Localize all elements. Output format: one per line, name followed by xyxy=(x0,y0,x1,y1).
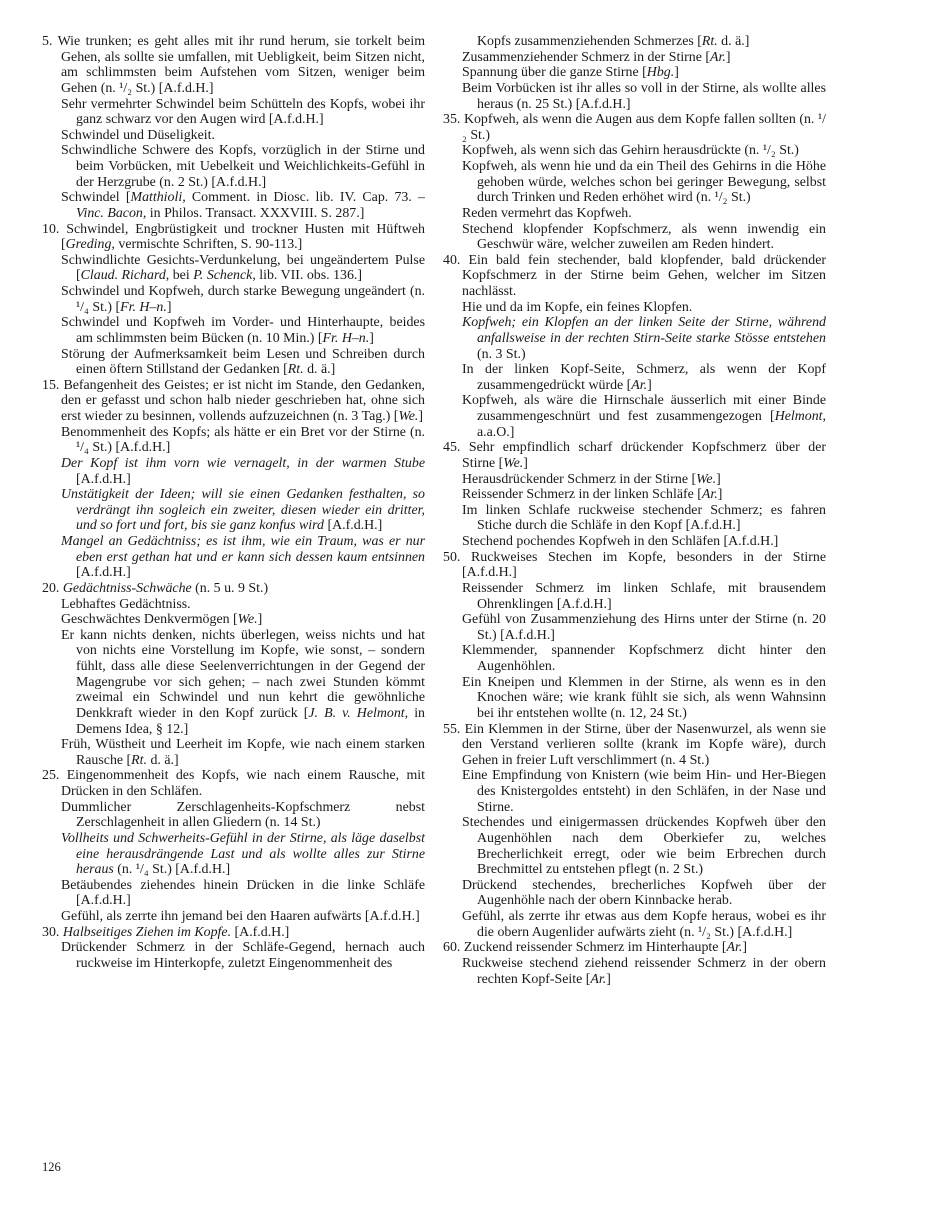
numbered-symptom-entry xyxy=(443,722,826,769)
text-run: Spannung über die ganze Stirne [ xyxy=(462,65,647,81)
italic-text-run: Der Kopf ist ihm vorn wie vernagelt, in der warmen Stube xyxy=(61,455,425,471)
symptom-entry xyxy=(443,815,826,878)
symptom-entry xyxy=(42,737,425,768)
text-run: in Demens Idea, § 12.] xyxy=(76,705,426,737)
symptom-entry xyxy=(443,315,826,362)
column xyxy=(42,34,425,987)
text-run: Befangenheit des Geistes; er ist nicht im Stande, den Gedanken, den er gefasst und schon halb nieder geschrieben hat, ohne sich erst wieder zu besinnen, vollends aufzuzeichnen (n. 3 Tag.) [ xyxy=(61,377,425,424)
text-run: Herausdrückender Schmerz in der Stirne [ xyxy=(462,471,697,487)
italic-text-run: We. xyxy=(696,471,717,487)
text-run: Drückend stechendes, brecherliches Kopfweh über der Augenhöhle nach der obern Kinnbacke herab. xyxy=(462,877,826,909)
text-run: [A.f.d.H.] xyxy=(76,471,131,487)
text-run: Reissender Schmerz im linken Schlafe, mit brausendem Ohrenklingen [A.f.d.H.] xyxy=(462,580,826,612)
text-run: Er kann nichts denken, nichts überlegen, weiss nichts und hat von nichts eine Vorstellung im Kopfe, wie sonst, – sondern fühlt, dass alle diese Seelenverrichtungen in der Gegend der Magengrube vor sich gehen; – nach zwei Stunden kömmt zweimal ein Schwindel und nun kehrt die gewöhnliche Denkkraft wieder in den Kopf zurück [ xyxy=(61,627,425,721)
text-run: ] xyxy=(716,471,721,487)
numbered-symptom-entry xyxy=(42,222,425,253)
text-run: Lebhaftes Gedächtniss. xyxy=(61,596,191,612)
text-run: Schwindel und Kopfweh im Vorder- und Hinterhaupte, beides am schlimmsten beim Bücken (n. 10 Min.) [ xyxy=(61,315,425,346)
symptom-entry xyxy=(443,956,826,987)
text-run: ] xyxy=(166,299,172,315)
text-run: Gefühl, als zerrte ihr etwas aus dem Kopfe heraus, wobei es ihr die obern Augenlider aufwärts zieht (n. ¹/₂ St.) [A.f.d.H.] xyxy=(462,909,826,940)
text-run: Sehr vermehrter Schwindel beim Schütteln des Kopfs, wobei ihr ganz schwarz vor den Augen wird [A.f.d.H.] xyxy=(61,96,425,128)
symptom-entry xyxy=(42,347,425,378)
symptom-entry xyxy=(443,909,826,940)
italic-text-run: Gedächtniss-Schwäche xyxy=(62,580,192,596)
text-run: In der linken Kopf-Seite, Schmerz, als wenn der Kopf zusammengedrückt würde [ xyxy=(462,362,826,393)
text-run: d. ä.] xyxy=(303,362,336,378)
symptom-entry xyxy=(42,831,425,878)
symptom-entry xyxy=(443,487,826,503)
entry-number: 55. xyxy=(443,721,465,737)
symptom-entry xyxy=(443,222,826,253)
text-run: Reissender Schmerz in der linken Schläfe [ xyxy=(462,487,702,503)
italic-text-run: Helmont, xyxy=(774,409,826,424)
symptom-entry xyxy=(42,253,425,284)
italic-text-run: Ar. xyxy=(710,49,726,65)
italic-text-run: Ar. xyxy=(726,940,743,956)
entry-number: 60. xyxy=(443,940,464,956)
italic-text-run: Rt. xyxy=(131,752,147,768)
text-run: Schwindel und Düseligkeit. xyxy=(61,127,215,143)
numbered-symptom-entry xyxy=(42,581,425,597)
continuation-entry xyxy=(443,34,826,50)
page-number: 126 xyxy=(42,1160,61,1174)
symptom-entry xyxy=(42,315,425,346)
symptom-entry xyxy=(443,768,826,815)
text-run: Sehr empfindlich scharf drückender Kopfschmerz über der Stirne [ xyxy=(462,440,826,471)
italic-text-run: Vinc. Bacon, xyxy=(76,205,147,221)
text-run: ] xyxy=(742,940,747,956)
text-run: Störung der Aufmerksamkeit beim Lesen und Schreiben durch einen öftern Stillstand der Gedanken [ xyxy=(61,346,425,378)
entry-number: 20. xyxy=(42,580,63,596)
text-run: (n. 5 u. 9 St.) xyxy=(191,580,269,596)
numbered-symptom-entry xyxy=(42,925,425,941)
text-run: Ein Kneipen und Klemmen in der Stirne, als wenn es in den Knochen wäre; wie krank fühlt sie sich, als wenn Wahnsinn bei ihr entstehen wollte (n. 12, 24 St.) xyxy=(462,674,826,721)
italic-text-run: We. xyxy=(503,455,524,471)
text-run: Schwindel, Engbrüstigkeit und trockner Husten mit Hüftweh [ xyxy=(61,221,425,253)
text-run: Kopfweh, als wenn die Augen aus dem Kopfe fallen sollten (n. ¹/₂ St.) xyxy=(462,112,826,143)
symptom-entry xyxy=(443,612,826,643)
text-run: (n. ¹/₄ St.) [A.f.d.H.] xyxy=(113,862,231,878)
italic-text-run: Halbseitiges Ziehen im Kopfe. xyxy=(62,924,232,940)
italic-text-run: Matthioli, xyxy=(130,190,186,206)
symptom-entry xyxy=(443,393,826,440)
text-run: Ruckweises Stechen im Kopfe, besonders in der Stirne [A.f.d.H.] xyxy=(462,549,826,581)
text-run: Drückender Schmerz in der Schläfe-Gegend, hernach auch ruckweise im Hinterkopfe, zuletzt Eingenommenheit des xyxy=(61,940,425,971)
italic-text-run: Unstätigkeit der Ideen; will sie einen Gedanken festhalten, so verdrängt ihn sogleich ein zweiter, diesen wieder ein dritter, und so fort und fort, bis sie ganz konfus wird xyxy=(61,487,425,534)
symptom-entry xyxy=(443,143,826,159)
text-run: ] xyxy=(257,612,263,628)
symptom-entry xyxy=(42,597,425,613)
symptom-entry xyxy=(443,503,826,534)
text-run: d. ä.] xyxy=(146,752,179,768)
text-run: [A.f.d.H.] xyxy=(231,924,290,940)
text-run: Betäubendes ziehendes hinein Drücken in die linke Schläfe [A.f.d.H.] xyxy=(61,877,425,909)
symptom-entry xyxy=(42,940,425,971)
text-run: Ein Klemmen in der Stirne, über der Nasenwurzel, als wenn sie den Verstand verlieren sollte (krank im Kopfe wäre), durch Gehen in freier Luft verschlimmert (n. 4 St.) xyxy=(462,721,826,768)
italic-text-run: Greding, xyxy=(65,237,115,253)
numbered-symptom-entry xyxy=(42,768,425,799)
entry-number: 35. xyxy=(443,112,464,128)
italic-text-run: Fr. H–n. xyxy=(120,299,167,315)
text-run: Gefühl, als zerrte ihn jemand bei den Haaren aufwärts [A.f.d.H.] xyxy=(61,909,420,924)
text-run: Hie und da im Kopfe, ein feines Klopfen. xyxy=(462,299,693,315)
entry-number: 50. xyxy=(443,549,472,565)
symptom-entry xyxy=(443,362,826,393)
symptom-entry xyxy=(443,675,826,722)
text-run: Dummlicher Zerschlagenheits-Kopfschmerz nebst Zerschlagenheit in allen Gliedern (n. 14 St.) xyxy=(61,799,425,831)
column xyxy=(443,34,826,987)
entry-number: 45. xyxy=(443,440,469,456)
text-run: d. ä.] xyxy=(717,34,750,49)
text-run: ] xyxy=(369,330,374,346)
text-run: Schwindel [ xyxy=(61,190,131,206)
italic-text-run: J. B. v. Helmont, xyxy=(308,705,409,721)
symptom-entry xyxy=(42,800,425,831)
italic-text-run: Rt. xyxy=(287,362,304,378)
text-run: Kopfweh, als wenn hie und da ein Theil des Gehirns in die Höhe gehoben würde, welches schon bei geringer Bewegung, selbst durch Trinken und Reden erhöhet wird (n. ¹/₂ St.) xyxy=(462,159,826,206)
italic-text-run: Claud. Richard, xyxy=(80,268,170,284)
text-run: Ruckweise stechend ziehend reissender Schmerz in der obern rechten Kopf-Seite [ xyxy=(462,955,826,987)
italic-text-run: Vollheits und Schwerheits-Gefühl in der Stirne, als läge daselbst eine herausdrängende Last und als wollte alles zur Stirne heraus xyxy=(61,830,425,878)
text-run: Früh, Wüstheit und Leerheit im Kopfe, wie nach einem starken Rausche [ xyxy=(61,737,425,768)
italic-text-run: Mangel an Gedächtniss; es ist ihm, wie ein Traum, was er nur eben erst gethan hat und er kann sich dessen kaum entsinnen xyxy=(61,534,425,565)
text-run: [A.f.d.H.] xyxy=(76,565,131,581)
symptom-entry xyxy=(42,612,425,628)
entry-number: 40. xyxy=(443,252,469,268)
symptom-entry xyxy=(443,50,826,66)
text-run: a.a.O.] xyxy=(477,424,515,440)
entry-number: 15. xyxy=(42,377,64,393)
text-run: ] xyxy=(725,49,731,65)
text-run: Reden vermehrt das Kopfweh. xyxy=(462,205,632,221)
text-run: vermischte Schriften, S. 90-113.] xyxy=(114,237,303,253)
italic-text-run: We. xyxy=(398,409,419,424)
text-run: Zuckend reissender Schmerz im Hinterhaupte [ xyxy=(463,940,727,956)
italic-text-run: Kopfweh; ein Klopfen an der linken Seite der Stirne, während anfallsweise in der rechten Stirn-Seite starke Stösse entstehen xyxy=(462,315,826,346)
italic-text-run: Ar. xyxy=(631,377,648,393)
text-run: [A.f.d.H.] xyxy=(324,518,383,534)
symptom-entry xyxy=(443,643,826,674)
symptom-entry xyxy=(443,534,826,550)
symptom-entry xyxy=(443,65,826,81)
numbered-symptom-entry xyxy=(42,34,425,97)
text-run: Kopfweh, als wäre die Hirnschale äusserlich mit einer Binde zusammengeschnürt und fest zusammengezogen [ xyxy=(462,393,826,424)
italic-text-run: We. xyxy=(237,612,258,628)
italic-text-run: P. Schenck, xyxy=(193,268,256,284)
text-run: Gefühl von Zusammenziehung des Hirns unter der Stirne (n. 20 St.) [A.f.d.H.] xyxy=(462,612,826,643)
numbered-symptom-entry xyxy=(443,940,826,956)
text-run: Benommenheit des Kopfs; als hätte er ein Bret vor der Stirne (n. ¹/₄ St.) [A.f.d.H.] xyxy=(61,424,425,456)
italic-text-run: Hbg. xyxy=(646,65,675,81)
symptom-entry xyxy=(42,878,425,909)
symptom-entry xyxy=(42,487,425,534)
text-run: Klemmender, spannender Kopfschmerz dicht hinter den Augenhöhlen. xyxy=(462,643,826,674)
text-run: ] xyxy=(418,409,424,424)
text-run: Comment. in Diosc. lib. IV. Cap. 73. – xyxy=(185,190,426,206)
italic-text-run: Ar. xyxy=(701,487,718,503)
symptom-entry xyxy=(443,206,826,222)
numbered-symptom-entry xyxy=(443,550,826,581)
symptom-entry xyxy=(443,581,826,612)
entry-number: 30. xyxy=(42,924,63,940)
text-run: Kopfs zusammenziehenden Schmerzes [ xyxy=(477,34,702,49)
symptom-entry xyxy=(42,456,425,487)
text-run: Geschwächtes Denkvermögen [ xyxy=(61,612,238,628)
text-run: Stechend pochendes Kopfweh in den Schläfen [A.f.d.H.] xyxy=(462,534,779,549)
text-run: Eingenommenheit des Kopfs, wie nach einem Rausche, mit Drücken in den Schläfen. xyxy=(61,768,425,799)
italic-text-run: Rt. xyxy=(701,34,718,49)
symptom-entry xyxy=(42,534,425,581)
symptom-entry xyxy=(42,425,425,456)
symptom-entry xyxy=(42,628,425,737)
symptom-entry xyxy=(42,284,425,315)
text-run: Schwindel und Kopfweh, durch starke Bewegung ungeändert (n. ¹/₄ St.) [ xyxy=(61,284,425,315)
text-run: Wie trunken; es geht alles mit ihr rund herum, sie torkelt beim Gehen, als sollte sie umfallen, mit Uebligkeit, beim Sitzen nicht, am schlimmsten beim Aufstehen vom Sitzen, weniger beim Gehen (n. ¹/₂ St.) [A.f.d.H.] xyxy=(57,34,425,96)
text-run: Im linken Schlafe ruckweise stechender Schmerz; es fahren Stiche durch die Schläfe in den Kopf [A.f.d.H.] xyxy=(462,502,826,534)
text-run: in Philos. Transact. XXXVIII. S. 287.] xyxy=(146,205,365,221)
text-block xyxy=(42,34,826,987)
symptom-entry xyxy=(443,300,826,316)
symptom-entry xyxy=(42,909,425,925)
text-run: ] xyxy=(647,377,652,393)
text-run: bei xyxy=(169,268,194,284)
italic-text-run: Fr. H–n. xyxy=(322,330,370,346)
entry-number: 25. xyxy=(42,768,67,784)
text-run: Beim Vorbücken ist ihr alles so voll in der Stirne, als wollte alles heraus (n. 25 St.) [A.f.d.H.] xyxy=(462,80,826,112)
text-run: Ein bald fein stechender, bald klopfender, bald drückender Kopfschmerz in der Stirne beim Gehen, welcher im Sitzen nachlässt. xyxy=(462,252,826,299)
text-run: ] xyxy=(606,971,611,987)
text-run: ] xyxy=(523,455,528,471)
entry-number: 5. xyxy=(42,34,58,49)
symptom-entry xyxy=(443,159,826,206)
numbered-symptom-entry xyxy=(443,253,826,300)
entry-number: 10. xyxy=(42,221,67,237)
numbered-symptom-entry xyxy=(443,440,826,471)
symptom-entry xyxy=(42,97,425,128)
text-run: ] xyxy=(717,487,723,503)
text-run: Stechendes und einigermassen drückendes Kopfweh über den Augenhöhlen nach dem Oberkiefer zu, welches Brecherlichkeit erregt, oder wie beim Erbrechen durch Brechmittel zu entstehen pflegt (n. 2 St.) xyxy=(462,815,826,878)
numbered-symptom-entry xyxy=(42,378,425,425)
symptom-entry xyxy=(42,143,425,190)
symptom-entry xyxy=(443,878,826,909)
text-run: Eine Empfindung von Knistern (wie beim Hin- und Her-Biegen des Knistergoldes entsteht) in den Schläfen, in der Nase und Stirne. xyxy=(462,768,826,815)
numbered-symptom-entry xyxy=(443,112,826,143)
text-run: Kopfweh, als wenn sich das Gehirn herausdrückte (n. ¹/₂ St.) xyxy=(462,143,799,159)
text-run: Zusammenziehender Schmerz in der Stirne [ xyxy=(462,49,711,65)
text-run: Stechend klopfender Kopfschmerz, als wenn inwendig ein Geschwür wäre, welcher zuweilen am Reden hindert. xyxy=(462,221,826,253)
symptom-entry xyxy=(443,472,826,488)
italic-text-run: Ar. xyxy=(590,971,607,987)
symptom-entry xyxy=(443,81,826,112)
symptom-entry xyxy=(42,190,425,221)
text-run: Schwindliche Schwere des Kopfs, vorzüglich in der Stirne und beim Vorbücken, mit Uebelkeit und Weichlichkeits-Gefühl in der Herzgrube (n. 2 St.) [A.f.d.H.] xyxy=(61,143,425,190)
text-run: Schwindlichte Gesichts-Verdunkelung, bei ungeändertem Pulse [ xyxy=(61,252,425,284)
text-run: ] xyxy=(674,65,679,81)
text-run: (n. 3 St.) xyxy=(477,346,526,362)
symptom-entry xyxy=(42,128,425,144)
text-run: lib. VII. obs. 136.] xyxy=(255,268,363,284)
